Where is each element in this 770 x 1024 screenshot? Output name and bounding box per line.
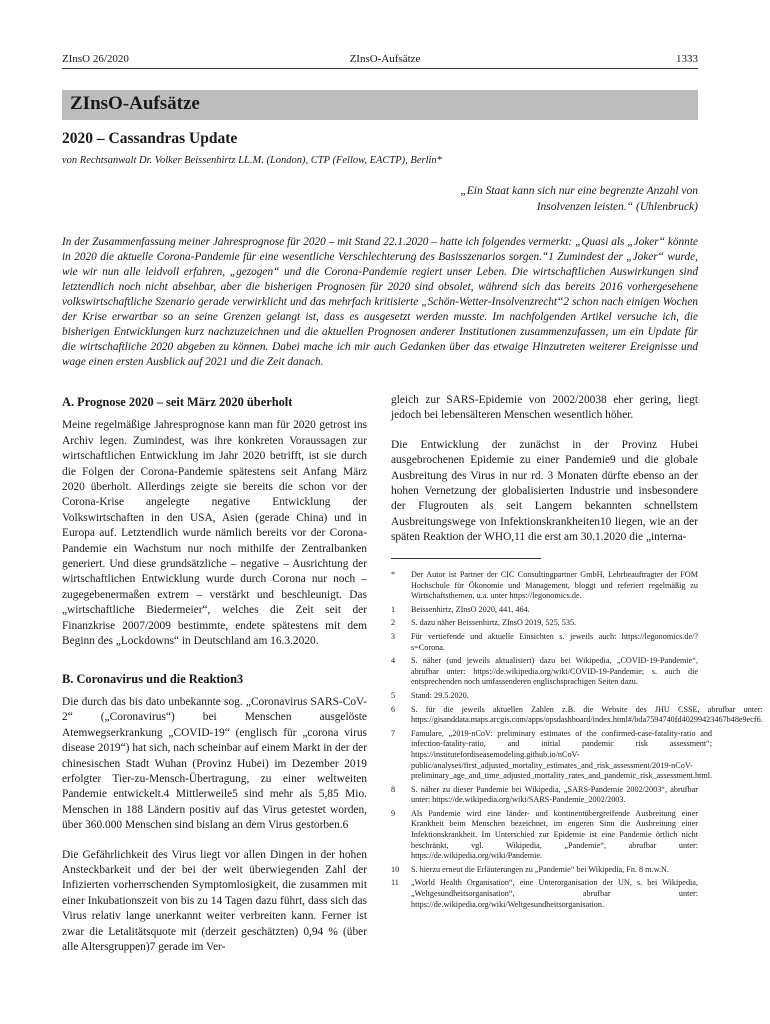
footnote-text: S. für die jeweils aktuellen Zahlen z.B. die Website des JHU CSSE, abrufbar unter: https://gisanddata.maps.arcgis.com/apps/opsdashboard/index.html#/bda7594740fd40299423467b48e9ecf6. (411, 704, 763, 725)
footnote-number: 6 (391, 704, 396, 714)
footnote-number: 9 (391, 808, 396, 818)
footnote-text: S. hierzu erneut die Erläuterungen zu „Pandemie“ bei Wikipedia, Fn. 8 m.w.N. (411, 864, 669, 874)
footnote (391, 618, 698, 629)
footnote-text: S. näher (und jeweils aktualisiert) dazu bei Wikipedia, „COVID-19-Pandemie“, abrufbar unter: https://de.wikipedia.org/wiki/COVID-19-Pandemie; s. auch die entsprechenden noch umfassenderen englischsprachigen Seiten dazu. (411, 656, 698, 687)
paragraph-r1: gleich zur SARS-Epidemie von 2002/20038 eher gering, liegt jedoch bei lebensälteren Menschen wesentlich höher. (391, 394, 698, 422)
footnote-rule (391, 558, 541, 559)
paragraph-b1: Die durch das bis dato unbekannte sog. „Coronavirus SARS-CoV-2“ („Coronavirus“) bei Menschen ausgelöste Atemwegserkrankung „COVID-19“ (englisch für „corona virus disease 2019“) hat sich, nach scheinbar auf einem Markt in der der chinesischen Stadt Wuhan (Provinz Hubei) im Dezember 2019 erfolgter Tier-zu-Mensch-Übertragung, zu einer weltweiten Pandemie entwickelt.4 Mittlerweile5 sind mehr als 5,85 Mio. Menschen in 188 Ländern positiv auf das Virus getestet worden, über 360.000 Menschen sind bislang an dem Virus gestorben.6 (62, 695, 367, 832)
footnote-text: Beissenhirtz, ZInsO 2020, 441, 464. (411, 604, 530, 614)
footnote-text: Für vertiefende und aktuelle Einsichten s. jeweils auch: https://legonomics.de/?s=Corona. (411, 631, 698, 652)
footnote (391, 728, 713, 782)
footnote (391, 570, 698, 602)
running-header-center: ZInsO-Aufsätze (349, 53, 421, 65)
footnote-number: 7 (391, 728, 396, 738)
footnote (391, 865, 698, 876)
epigraph: „Ein Staat kann sich nur eine begrenzte Anzahl von Insolvenzen leisten.“ (Uhlenbruck) (460, 185, 698, 213)
footnote-text: S. näher zu dieser Pandemie bei Wikipedia, „SARS-Pandemie 2002/2003“, abrufbar unter: https://de.wikipedia.org/wiki/SARS-Pandemie_2002/2003. (411, 784, 698, 805)
footnote (391, 785, 698, 806)
paragraph-a: Meine regelmäßige Jahresprognose kann man für 2020 getrost ins Archiv legen. Zumindest, was ihre konkreten Voraussagen zur wirtschaftlichen Entwicklung im Jahr 2020 betrifft, ist sie durch die Folgen der Corona-Pandemie spätestens seit Anfang März 2020 überholt. Allerdings zeigte sie bereits die schon vor der Corona-Krise angelegte negative Entwicklung der Volkswirtschaften in den USA, Asien (gerade China) und in Europa auf. Letztendlich wurde nämlich bereits vor der Corona-Pandemie ein Wachstum nur noch mithilfe der Zentralbanken generiert. Und diese grundsätzliche – negative – Ausrichtung der wirtschaftlichen Entwicklung wurde durch Corona nur noch – zugegebenermaßen extrem – verstärkt und beschleunigt. Das „wirtschaftliche Biedermeier“, welches die Zeit seit der Finanzkrise 2007/2009 bestimmte, endete spätestens mit dem Beginn des „Lockdowns“ in Deutschland am 16.3.2020. (62, 419, 367, 648)
footnote (391, 878, 698, 910)
footnote-text: Der Autor ist Partner der CIC Consultingpartner GmbH, Lehrbeauftragter der FOM Hochschule für Ökonomie und Management, bloggt und referiert regelmäßig zu Wirtschaftsthemen, u.a. unter https://legonomics.de. (411, 570, 698, 601)
footnote (391, 632, 698, 653)
footnote-text: Famulare, „2019-nCoV: preliminary estimates of the confirmed-case-fatality-ratio and infection-fatality-ratio, and initial pandemic risk assessment“; https://institutefordiseasemodeling.github.io/nCoV-public/analyses/first_adjusted_mortality_estimates_and_risk_assessment/2019-nCoV-preliminary_age_and_time_adjusted_mortality_rates_and_pandemic_risk_assessment.html. (411, 728, 713, 781)
footnote-number: 4 (391, 656, 396, 666)
footnote-number: 5 (391, 690, 396, 700)
footnote-text: „World Health Organisation“, eine Unterorganisation der UN, s. bei Wikipedia, „Weltgesundheitsorganisation“, abrufbar unter: https://de.wikipedia.org/wiki/Weltgesundheitsorganisation. (411, 878, 698, 909)
byline: von Rechtsanwalt Dr. Volker Beissenhirtz LL.M. (London), CTP (Fellow, EACTP), Berlin* (62, 155, 442, 166)
footnote-text: Stand: 29.5.2020. (411, 690, 469, 700)
heading-b: B. Coronavirus und die Reaktion3 (62, 671, 244, 686)
footnote-text: S. dazu näher Beissenhirtz, ZInsO 2019, 525, 535. (411, 618, 577, 628)
footnote-number: 11 (391, 878, 399, 888)
footnote (391, 691, 698, 702)
paragraph-r2: Die Entwicklung der zunächst in der Provinz Hubei ausgebrochenen Epidemie zu einer Pandemie9 und die globale Ausbreitung des Virus in nur rd. 3 Monaten dürfte ebenso an der hohen Vernetzung der globalisierten Industrie und insbesondere der Flugrouten als seit Langem bekannten schnellstem Ausbreitungswege von Infektionskrankheiten10 liegen, wie an der späten Reaktion der WHO,11 die erst am 30.1.2020 die „interna- (391, 438, 698, 544)
article-title: 2020 – Cassandras Update (62, 130, 238, 147)
footnote-number: 8 (391, 784, 396, 794)
footnote-number: 1 (391, 604, 396, 614)
section-title: ZInsO-Aufsätze (70, 93, 200, 114)
right-column (391, 393, 698, 546)
footnote-text: Als Pandemie wird eine länder- und kontinentübergreifende Ausbreitung einer Krankheit beim Menschen bezeichnet, im engeren Sinn die Ausbreitung einer Infektionskrankheit. Im Unterschied zur Epidemie ist eine Pandemie örtlich nicht beschränkt, vgl. Wikipedia, „Pandemie“, abrufbar unter: https://de.wikipedia.org/wiki/Pandemie. (411, 808, 698, 861)
abstract: In der Zusammenfassung meiner Jahresprognose für 2020 – mit Stand 22.1.2020 – hatte ich folgendes vermerkt: „Quasi als „Joker“ könnte in 2020 die aktuelle Corona-Pandemie für eine wesentliche Verschlechterung des Basisszenarios sorgen.“1 Zumindest der „Joker“ wurde, wie wir nun alle leidvoll erfahren, „gezogen“ und die Corona-Pandemie regiert unser Leben. Die wirtschaftlichen Auswirkungen sind letztendlich noch nicht absehbar, aber die bisherigen Prognosen für 2020 sind obsolet, während sich das bereits 2016 vorhergesehene volkswirtschaftliche Szenario gerade verwirklicht und das mehrfach kritisierte „Schön-Wetter-Insolvenzrecht“2 schon nach einigen Wochen der Krise erwartbar so an seine Grenzen gelangt ist, dass es ausgesetzt werden musste. Im nachfolgenden Artikel versuche ich, die bisherigen Entwicklungen kurz nachzuzeichnen und die aktuellen Prognosen anderer Institutionen zusammenzufassen, um ein Update für die wirtschaftliche 2020 abgeben zu können. Dabei mache ich mir auch Gedanken über das etwaige Hinzutreten weiterer Ereignisse und wage einen ersten Ausblick auf 2021 und die Zeit danach. (62, 236, 698, 368)
running-header-left: ZInsO 26/2020 (62, 53, 129, 65)
header-rule (62, 68, 698, 69)
footnote (391, 704, 763, 726)
footnote (391, 605, 698, 616)
footnote (391, 656, 698, 688)
left-column (62, 395, 367, 955)
footnote-number: 3 (391, 631, 396, 641)
page-number: 1333 (676, 53, 698, 65)
heading-a: A. Prognose 2020 – seit März 2020 überholt (62, 395, 293, 409)
footnote-number: * (391, 570, 396, 579)
footnotes (391, 570, 763, 913)
footnote (391, 809, 698, 862)
section-banner (62, 90, 698, 120)
footnote-number: 10 (391, 864, 400, 874)
footnote-number: 2 (391, 618, 396, 628)
paragraph-b2: Die Gefährlichkeit des Virus liegt vor allen Dingen in der hohen Ansteckbarkeit und der bei der weit überwiegenden Zahl der Infizierten vorherrschenden Symptomlosigkeit, die zusammen mit einer Inkubationszeit von bis zu 14 Tagen dazu führt, dass sich das Virus relativ lange unerkannt weiter verbreiten kann. Ferner ist zwar die Letalitätsquote mit (derzeit geschätzten) 0,94 % (über alle Altersgruppen)7 gerade im Ver- (62, 848, 367, 953)
